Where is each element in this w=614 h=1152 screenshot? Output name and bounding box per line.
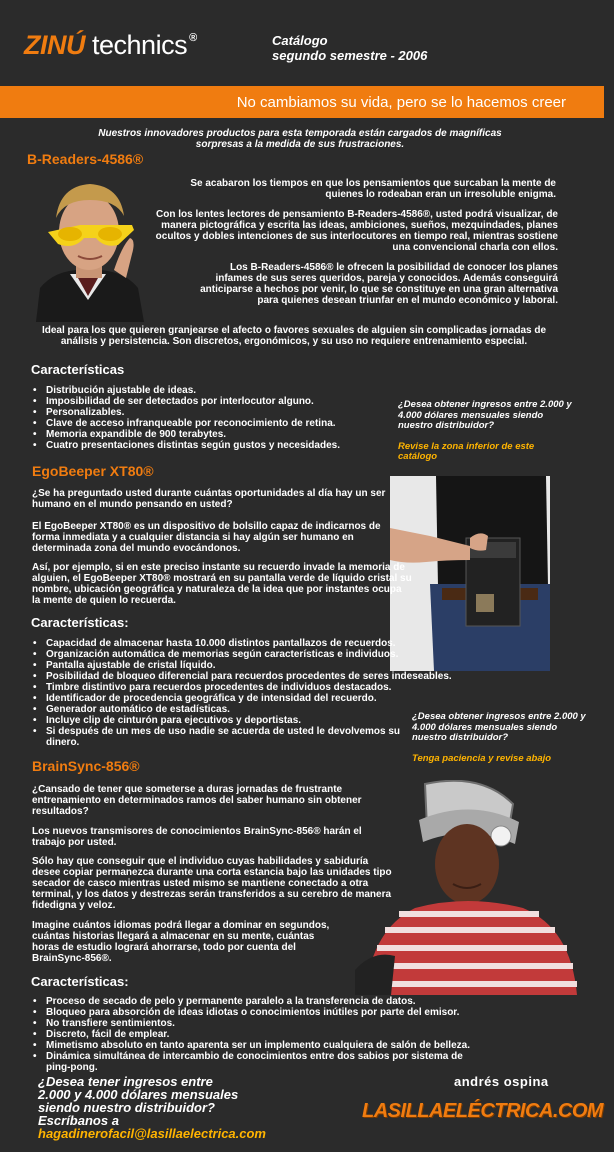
feature-item: • Si después de un mes de uso nadie se acuerda de usted le devolvemos su dinero. — [46, 726, 406, 748]
intro-text: Nuestros innovadores productos para esta temporada están cargados de magníficas sorpresas a la medida de sus frustraciones. — [98, 128, 502, 150]
man-with-yellow-glasses-photo — [26, 170, 152, 322]
brand-sub: technics — [92, 30, 188, 60]
feature-item: • No transfiere sentimientos. — [46, 1018, 516, 1029]
product1-p3: Los B-Readers-4586® le ofrecen la posibilidad de conocer los planes infames de sus seres queridos, pareja y conocidos. Además conseguirá anticiparse a hechos por venir, lo que se constituye en una gran alternativa para quienes desean triunfar en el mundo económico y laboral. — [200, 262, 558, 306]
product3-p4: Imagine cuántos idiomas podrá llegar a dominar en segundos, cuántas historias llegará a almacenar en su mente, cuántas horas de estudio logrará ahorrarse, todo por cuenta del BrainSync-856®. — [32, 920, 330, 964]
feature-item: • Memoria expandible de 900 terabytes. — [46, 429, 426, 440]
product2-promo — [412, 712, 588, 764]
product2-title: EgoBeeper XT80® — [32, 463, 154, 479]
product3-features-title: Características: — [31, 974, 129, 989]
feature-item: • Identificador de procedencia geográfica y de intensidad del recuerdo. — [46, 693, 486, 704]
product2-p3: Así, por ejemplo, si en este preciso instante su recuerdo invade la memoria de alguien, el EgoBeeper XT80® mostrará en su pantalla verde de líquido cristal su nombre, ubicación geográfica y naturaleza de la idea que por instantes ocupa la mente de quien lo recuerda. — [32, 562, 412, 606]
distributor-line3: siendo nuestro distribuidor? — [38, 1100, 215, 1115]
feature-item: • Personalizables. — [46, 407, 426, 418]
slogan: No cambiamos su vida, pero se lo hacemos creer — [236, 94, 566, 111]
distributor-line4: Escríbanos a — [38, 1113, 119, 1128]
product1-title: B-Readers-4586® — [27, 151, 144, 167]
feature-item: • Posibilidad de bloqueo diferencial para recuerdos procedentes de seres indeseables. — [46, 671, 486, 682]
product3-p1: ¿Cansado de tener que someterse a duras jornadas de frustrante entrenamiento en determinados ramos del saber humano sin obtener resultados? — [32, 784, 362, 817]
feature-item: • Proceso de secado de pelo y permanente paralelo a la transferencia de datos. — [46, 996, 516, 1007]
brand-main: ZINÚ — [24, 30, 85, 60]
product1-p4: Ideal para los que quieren granjearse el afecto o favores sexuales de alguien sin complicadas jornadas de análisis y persistencia. Son discretos, ergonómicos, y su uso no requiere entrenamiento especial. — [41, 325, 547, 347]
catalog-line1: Catálogo — [272, 33, 328, 48]
promo-hint: Revise la zona inferior de este catálogo — [398, 440, 535, 462]
feature-item: • Bloqueo para absorción de ideas idiotas o conocimientos inútiles por parte del emisor. — [46, 1007, 516, 1018]
feature-item: • Pantalla ajustable de cristal líquido. — [46, 660, 486, 671]
distributor-call — [38, 1075, 266, 1140]
feature-item: • Organización automática de memorias según características e individuos. — [46, 649, 486, 660]
product1-features-title: Características — [31, 362, 125, 377]
feature-item: • Distribución ajustable de ideas. — [46, 385, 426, 396]
product1-p1: Se acabaron los tiempos en que los pensamientos que surcaban la mente de quienes lo rodeaban eran un irresoluble enigma. — [190, 178, 556, 200]
distributor-line1: ¿Desea tener ingresos entre — [38, 1074, 213, 1089]
promo-hint: Tenga paciencia y revise abajo — [412, 752, 552, 764]
feature-item: • Cuatro presentaciones distintas según gustos y necesidades. — [46, 440, 426, 451]
catalog-title — [272, 33, 427, 63]
feature-item: • Imposibilidad de ser detectados por interlocutor alguno. — [46, 396, 426, 407]
product2-p1: ¿Se ha preguntado usted durante cuántas oportunidades al día hay un ser humano en el mundo pensando en usted? — [32, 488, 386, 510]
contact-email-link[interactable]: hagadinerofacil@lasillaelectrica.com — [38, 1126, 266, 1141]
product3-title: BrainSync-856® — [32, 758, 140, 774]
product3-p2: Los nuevos transmisores de conocimientos BrainSync-856® harán el trabajo por usted. — [32, 826, 362, 848]
promo-question: ¿Desea obtener ingresos entre 2.000 y 4.000 dólares mensuales siendo nuestro distribuidor? — [398, 399, 572, 431]
feature-item: • Mimetismo absoluto en tanto aparenta ser un implemento cualquiera de salón de belleza. — [46, 1040, 516, 1051]
product1-features — [32, 385, 426, 451]
catalog-line2: segundo semestre - 2006 — [272, 48, 428, 63]
distributor-line2: 2.000 y 4.000 dólares mensuales — [38, 1087, 239, 1102]
product1-p2: Con los lentes lectores de pensamiento B-Readers-4586®, usted podrá visualizar, de manera pictográfica y escrita las ideas, ambiciones, sueños, mezquindades, planes ocultos y dobles intenciones de sus interlocutores en tiempo real, mientras sostiene una convencional charla con ellos. — [155, 209, 558, 253]
feature-item: • Discreto, fácil de emplear. — [46, 1029, 516, 1040]
website-link[interactable]: LASILLAELÉCTRICA.COM — [362, 1100, 604, 1122]
feature-item: • Timbre distintivo para recuerdos procedentes de individuos destacados. — [46, 682, 486, 693]
product2-p2: El EgoBeeper XT80® es un dispositivo de bolsillo capaz de indicarnos de forma inmediata y a cualquier distancia si hay algún ser humano en determinada zona del mundo evocándonos. — [32, 521, 381, 554]
author-name: andrés ospina — [454, 1074, 549, 1089]
feature-item: • Incluye clip de cinturón para ejecutivos y deportistas. — [46, 715, 486, 726]
product1-promo — [398, 400, 574, 463]
promo-question: ¿Desea obtener ingresos entre 2.000 y 4.000 dólares mensuales siendo nuestro distribuidor? — [412, 711, 586, 743]
feature-item: • Capacidad de almacenar hasta 10.000 distintos pantallazos de recuerdos. — [46, 638, 486, 649]
product3-features — [32, 996, 516, 1073]
brand-logo — [24, 30, 197, 61]
product2-features-title: Características: — [31, 615, 129, 630]
product3-p3: Sólo hay que conseguir que el individuo cuyas habilidades y sabiduría desee copiar permanezca durante una corta estancia bajo las unidades tipo secador de casco mientras usted mismo se mantiene conectado a otra terminal, y los datos y destrezas serán transferidos a su cerebro de manera fidedigna y veloz. — [32, 856, 392, 911]
brand-reg: ® — [189, 32, 197, 44]
feature-item: • Clave de acceso infranqueable por reconocimiento de retina. — [46, 418, 426, 429]
feature-item: • Dinámica simultánea de intercambio de conocimientos entre dos sabios por sistema de ping-pong. — [46, 1051, 486, 1073]
feature-item: • Generador automático de estadísticas. — [46, 704, 486, 715]
